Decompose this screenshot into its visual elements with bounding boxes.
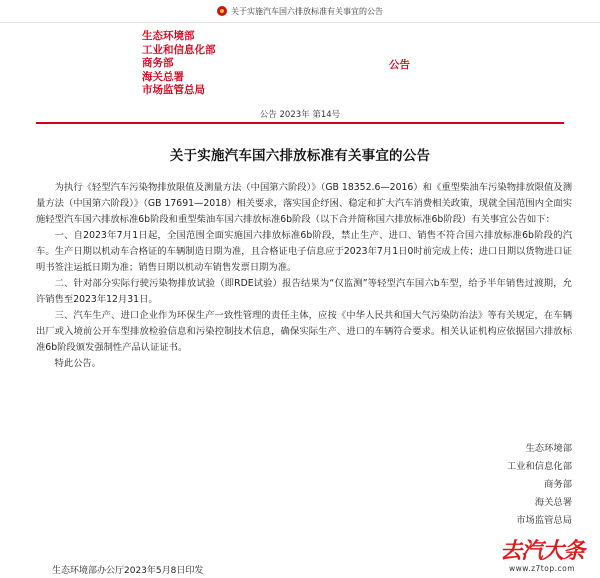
- red-divider: [36, 122, 564, 124]
- issuer-name: 商务部: [142, 57, 174, 69]
- signature-line: 生态环境部: [525, 443, 572, 454]
- signature-line: 海关总署: [534, 497, 572, 508]
- document-title: 关于实施汽车国六排放标准有关事宜的公告: [169, 148, 431, 164]
- watermark-logo: [492, 540, 592, 573]
- watermark-url: www.z7top.com: [509, 564, 575, 573]
- watermark-text: 去汽大条: [499, 539, 584, 564]
- signature-line: 工业和信息化部: [506, 461, 572, 472]
- page-title: 关于实施汽车国六排放标准有关事宜的公告: [231, 6, 383, 16]
- browser-title-bar: [0, 0, 600, 23]
- document-number: 公告 2023年 第14号: [259, 110, 341, 120]
- paragraph: 为执行《轻型汽车污染物排放限值及测量方法（中国第六阶段）》（GB 18352.6—2016）和《重型柴油车污染物排放限值及测量方法（中国第六阶段）》（GB 17691—2018）相关要求，落实国企纾困、稳定和扩大汽车消费相关政策，现就全国范围内全面实施轻型汽车国六排放标准6b阶段和重型柴油车国六排放标准6b阶段（以下合并简称国六排放标准6b阶段）有关事宜公告如下：: [36, 182, 572, 225]
- issuer-name: 海关总署: [142, 70, 184, 83]
- issuer-name: 生态环境部: [142, 30, 195, 42]
- issuer-list: [142, 30, 216, 98]
- issuer-name: 工业和信息化部: [142, 43, 216, 56]
- signature-line: 市场监管总局: [516, 515, 572, 526]
- announcement-label: 公告: [389, 59, 410, 71]
- signature-block: [432, 440, 572, 530]
- paragraph: 一、自2023年7月1日起，全国范围全面实施国六排放标准6b阶段，禁止生产、进口、销售不符合国六排放标准6b阶段的汽车。生产日期以机动车合格证的车辆制造日期为准，且合格证电子信息应于2023年7月1日0时前完成上传；进口日期以货物进口证明书签注运抵日期为准；销售日期以机动车销售发票日期为准。: [36, 230, 572, 273]
- issuer-name: 市场监管总局: [142, 84, 205, 96]
- paragraph: 特此公告。: [54, 358, 102, 369]
- document-body: [36, 180, 572, 372]
- signature-line: 商务部: [544, 479, 572, 490]
- issued-line: 生态环境部办公厅2023年5月8日印发: [52, 566, 204, 576]
- national-emblem-icon: [217, 6, 227, 16]
- paragraph: 三、汽车生产、进口企业作为环保生产一致性管理的责任主体，应按《中华人民共和国大气污染防治法》等有关规定，在车辆出厂或入境前公开车型排放检验信息和污染控制技术信息，确保实际生产、进口的车辆符合要求。相关认证机构应依据国六排放标准6b阶段颁发强制性产品认证证书。: [36, 310, 572, 353]
- paragraph: 二、针对部分实际行驶污染物排放试验（即RDE试验）报告结果为“仅监测”等轻型汽车国六b车型，给予半年销售过渡期，允许销售至2023年12月31日。: [36, 278, 572, 305]
